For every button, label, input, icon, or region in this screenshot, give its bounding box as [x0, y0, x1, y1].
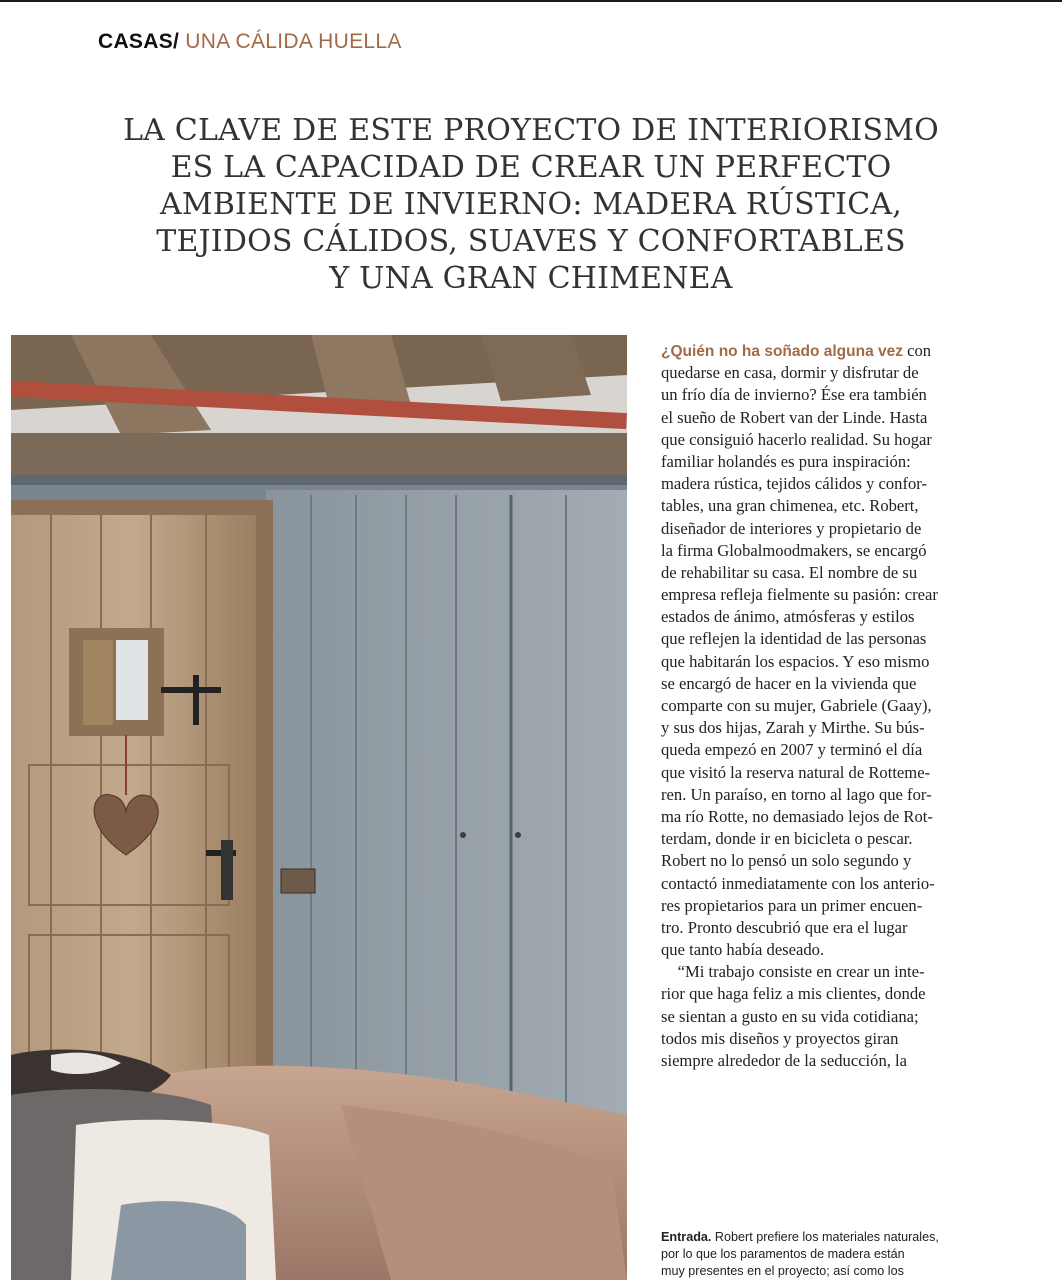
body-line: terdam, donde ir en bicicleta o pescar.	[661, 829, 913, 849]
body-line: familiar holandés es pura inspiración:	[661, 451, 911, 471]
body-line: ren. Un paraíso, en torno al lago que for-	[661, 784, 932, 804]
body-line: madera rústica, tejidos cálidos y confor-	[661, 474, 927, 494]
body-line: todos mis diseños y proyectos giran	[661, 1028, 899, 1048]
lead-in: ¿Quién no ha soñado alguna vez	[661, 343, 903, 360]
body-line: tables, una gran chimenea, etc. Robert,	[661, 496, 919, 516]
body-line: estados de ánimo, atmósferas y estilos	[661, 607, 915, 627]
headline-line: LA CLAVE DE ESTE PROYECTO DE INTERIORISMO	[123, 113, 939, 148]
body-line: que reflejen la identidad de las personas	[661, 629, 927, 649]
section-label: CASAS/	[98, 30, 180, 53]
body-line: que consiguió hacerlo realidad. Su hogar	[661, 429, 932, 449]
body-text-fragment: con	[903, 341, 932, 360]
headline-line: ES LA CAPACIDAD DE CREAR UN PERFECTO	[170, 150, 892, 185]
body-line: se sientan a gusto en su vida cotidiana;	[661, 1006, 919, 1026]
entrance-photo	[11, 335, 627, 1280]
body-line: el sueño de Robert van der Linde. Hasta	[661, 407, 928, 427]
body-line: contactó inmediatamente con los anterio-	[661, 873, 935, 893]
top-rule	[0, 0, 1062, 2]
body-line: diseñador de interiores y propietario de	[661, 518, 922, 538]
caption-line: muy presentes en el proyecto; así como los	[661, 1264, 904, 1278]
body-line: de rehabilitar su casa. El nombre de su	[661, 562, 918, 582]
body-line: un frío día de invierno? Ése era también	[661, 385, 927, 405]
headline	[60, 112, 1002, 297]
article-body	[661, 340, 981, 1072]
caption-text-fragment: Robert prefiere los materiales naturales,	[711, 1230, 939, 1244]
section-header	[98, 30, 402, 54]
body-line: queda empezó en 2007 y terminó el día	[661, 740, 923, 760]
body-line: empresa refleja fielmente su pasión: crear	[661, 585, 938, 605]
photo-caption	[661, 1229, 961, 1280]
body-line: que habitarán los espacios. Y eso mismo	[661, 651, 930, 671]
body-line: ma río Rotte, no demasiado lejos de Rot-	[661, 806, 933, 826]
body-line: la firma Globalmoodmakers, se encargó	[661, 540, 927, 560]
body-line: comparte con su mujer, Gabriele (Gaay),	[661, 696, 932, 715]
headline-line: Y UNA GRAN CHIMENEA	[329, 261, 733, 296]
caption-line: por lo que los paramentos de madera están	[661, 1247, 905, 1261]
headline-line: TEJIDOS CÁLIDOS, SUAVES Y CONFORTABLES	[156, 224, 906, 259]
body-line: rior que haga feliz a mis clientes, donde	[661, 984, 926, 1004]
body-line: quedarse en casa, dormir y disfrutar de	[661, 363, 919, 383]
body-line	[661, 340, 981, 362]
caption-line	[661, 1229, 961, 1246]
body-line: y sus dos hijas, Zarah y Mirthe. Su bús-	[661, 718, 925, 738]
body-line: se encargó de hacer en la vivienda que	[661, 673, 917, 693]
headline-line: AMBIENTE DE INVIERNO: MADERA RÚSTICA,	[160, 187, 902, 222]
body-line: “Mi trabajo consiste en crear un inte-	[661, 962, 925, 982]
body-line: Robert no lo pensó un solo segundo y	[661, 851, 912, 871]
body-line: tro. Pronto descubrió que era el lugar	[661, 917, 908, 937]
body-line: que tanto había deseado.	[661, 940, 825, 960]
article-subtitle: UNA CÁLIDA HUELLA	[179, 30, 402, 53]
body-line: res propietarios para un primer encuen-	[661, 895, 923, 915]
body-line: siempre alrededor de la seducción, la	[661, 1051, 908, 1070]
caption-label: Entrada.	[661, 1230, 712, 1244]
body-line: que visitó la reserva natural de Rotteme-	[661, 762, 931, 782]
